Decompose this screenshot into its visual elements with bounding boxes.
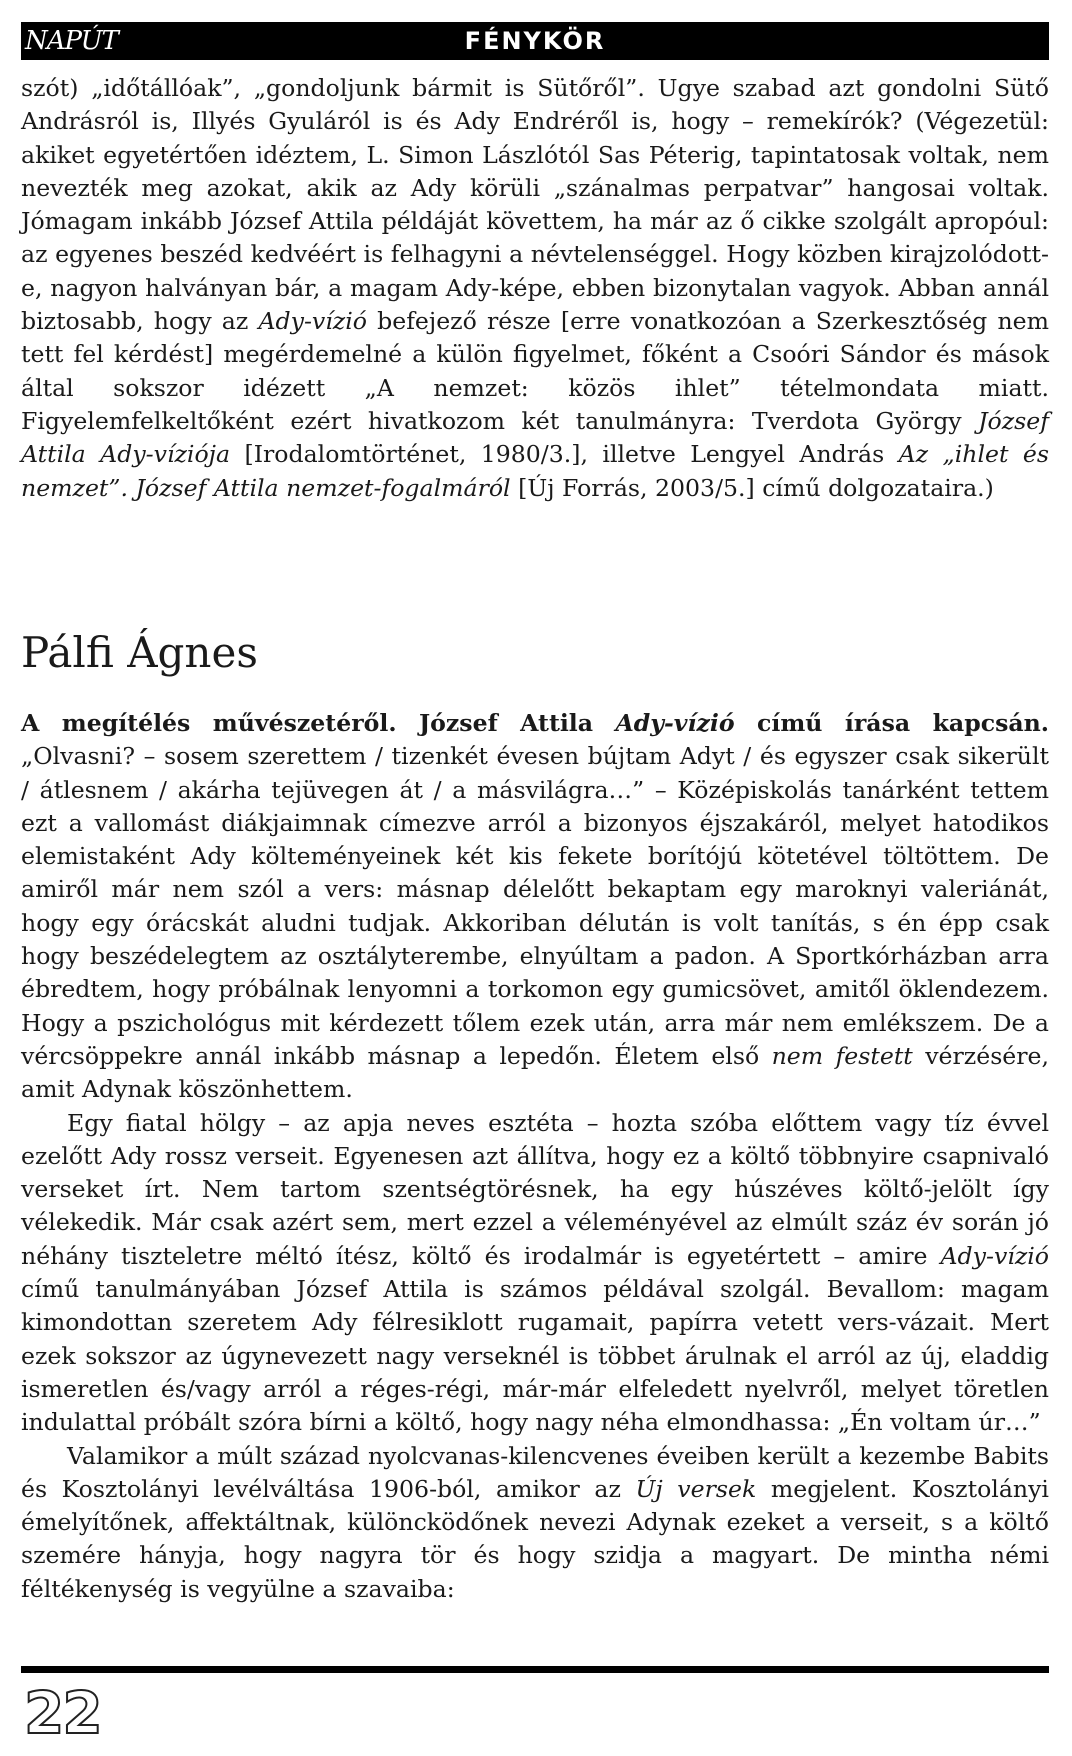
running-header <box>21 22 1049 60</box>
p1-text-1: „Olvasni? – sosem szerettem / tizenkét évesen bújtam Adyt / és egyszer csak sikerült / átlesnem / akárha tejüvegen át / a másvilágra…” – Középiskolás tanárként tettem ezt a vallomást diákjaimnak címezve arról a bizonyos éjszakáról, melyet hatodikos elemistaként Ady költeményeinek két kis fekete borítójú kötetével töltöttem. De amiről már nem szól a vers: másnap délelőtt bekaptam egy maroknyi valeriánát, hogy egy órácskát aludni tudjak. Akkoriban délután is volt tanítás, s én épp csak hogy beszédelegtem az osztályterembe, elnyúltam a padon. A Sportkórházban arra ébredtem, hogy próbálnak lenyomni a torkomon egy gumicsövet, amitől öklendezem. Hogy a pszichológus mit kérdezett tőlem ezek után, arra már nem emlékszem. De a vércsöppekre annál inkább másnap a lepedőn. Életem első <box>21 742 1049 1070</box>
footer-rule <box>21 1666 1049 1673</box>
article-paragraph-1 <box>21 707 1049 1107</box>
intro-paragraph <box>21 72 1049 505</box>
section-title: FÉNYKÖR <box>464 27 606 55</box>
p3-text-1: Valamikor a múlt század nyolcvanas-kilencvenes éveiben került a kezembe Babits és Kosztolányi levélváltása 1906-ból, amikor az <box>21 1441 1049 1503</box>
p2-title: Ady-vízió <box>940 1241 1049 1270</box>
article-body <box>21 707 1049 1606</box>
intro-title-3: Az „ihlet és nemzet”. József Attila nemzet-fogalmáról <box>21 440 1049 502</box>
page-number: 22 <box>24 1679 101 1747</box>
p3-text-2: megjelent. Kosztolányi émelyítőnek, affektáltnak, különcködőnek nevezi Adynak ezeket a verseit, s a költő szemére hányja, hogy nagyra tör és hogy szidja a magyart. De mintha némi féltékenység is vegyülne a szavaiba: <box>21 1474 1049 1603</box>
intro-text-3: [Irodalomtörténet, 1980/3.], illetve Lengyel András <box>230 440 899 469</box>
p2-text-1: Egy fiatal hölgy – az apja neves esztéta – hozta szóba előttem vagy tíz évvel ezelőtt Ady rossz verseit. Egyenesen azt állítva, hogy ez a költő többnyire csapnivaló verseket írt. Nem tartom szentségtörésnek, ha egy húszéves költő-jelölt így vélekedik. Már csak azért sem, mert ezzel a véleményével az elmúlt száz év során jó néhány tiszteletre méltó ítész, költő és irodalmár is egyetértett – amire <box>21 1108 1049 1270</box>
intro-title-1: Ady-vízió <box>258 307 367 336</box>
subtitle-part-1: A megítélés művészetéről. József Attila <box>21 709 616 737</box>
intro-text-1: szót) „időtállóak”, „gondoljunk bármit is Sütőről”. Ugye szabad azt gondolni Sütő Andrásról is, Illyés Gyuláról is és Ady Endréről is, hogy – remekírók? (Végezetül: akiket egyetértően idéztem, L. Simon Lászlótól Sas Péterig, tapintatosak voltak, nem nevezték meg azokat, akik az Ady körüli „szánalmas perpatvar” hangosai voltak. Jómagam inkább József Attila példáját követtem, ha már az ő cikke szolgált apropóul: az egyenes beszéd kedvéért is felhagyni a névtelenséggel. Hogy közben kirajzolódott-e, nagyon halványan bár, a magam Ady-képe, ebben bizonytalan vagyok. Abban annál biztosabb, hogy az <box>21 74 1049 336</box>
p2-text-2: című tanulmányában József Attila is számos példával szolgál. Bevallom: magam kimondottan szeretem Ady félresiklott rugamait, papírra vetett vers-vázait. Mert ezek sokszor az úgynevezett nagy verseknél is többet árulnak el arról az új, eladdig ismeretlen és/vagy arról a réges-régi, már-már elfeledett nyelvről, melyet töretlen indulattal próbált szóra bírni a költő, hogy nagy néha elmondhassa: „Én voltam úr…” <box>21 1275 1049 1437</box>
intro-text-4: [Új Forrás, 2003/5.] című dolgozataira.) <box>510 473 994 502</box>
p1-text-2: vérzésére, amit Adynak köszönhettem. <box>21 1041 1050 1104</box>
p3-title: Új versek <box>635 1474 757 1503</box>
subtitle-title: Ady-vízió <box>615 709 735 737</box>
journal-logo: NAPÚT <box>25 26 118 56</box>
intro-paragraph-block <box>21 72 1049 505</box>
intro-title-2: József Attila Ady-víziója <box>21 406 1049 469</box>
p1-emphasis: nem festett <box>771 1041 913 1070</box>
article-paragraph-3 <box>21 1440 1049 1606</box>
subtitle-part-2: című írása kapcsán. <box>734 709 1050 737</box>
article-subtitle <box>21 709 1049 737</box>
article-paragraph-2 <box>21 1107 1049 1440</box>
intro-text-2: befejező része [erre vonatkozóan a Szerkesztőség nem tett fel kérdést] megérdemelné a külön figyelmet, főként a Csoóri Sándor és mások által sokszor idézett „A nemzet: közös ihlet” tételmondata miatt. Figyelemfelkeltőként ezért hivatkozom két tanulmányra: Tverdota György <box>21 307 1049 435</box>
author-name: Pálfi Ágnes <box>21 628 258 677</box>
